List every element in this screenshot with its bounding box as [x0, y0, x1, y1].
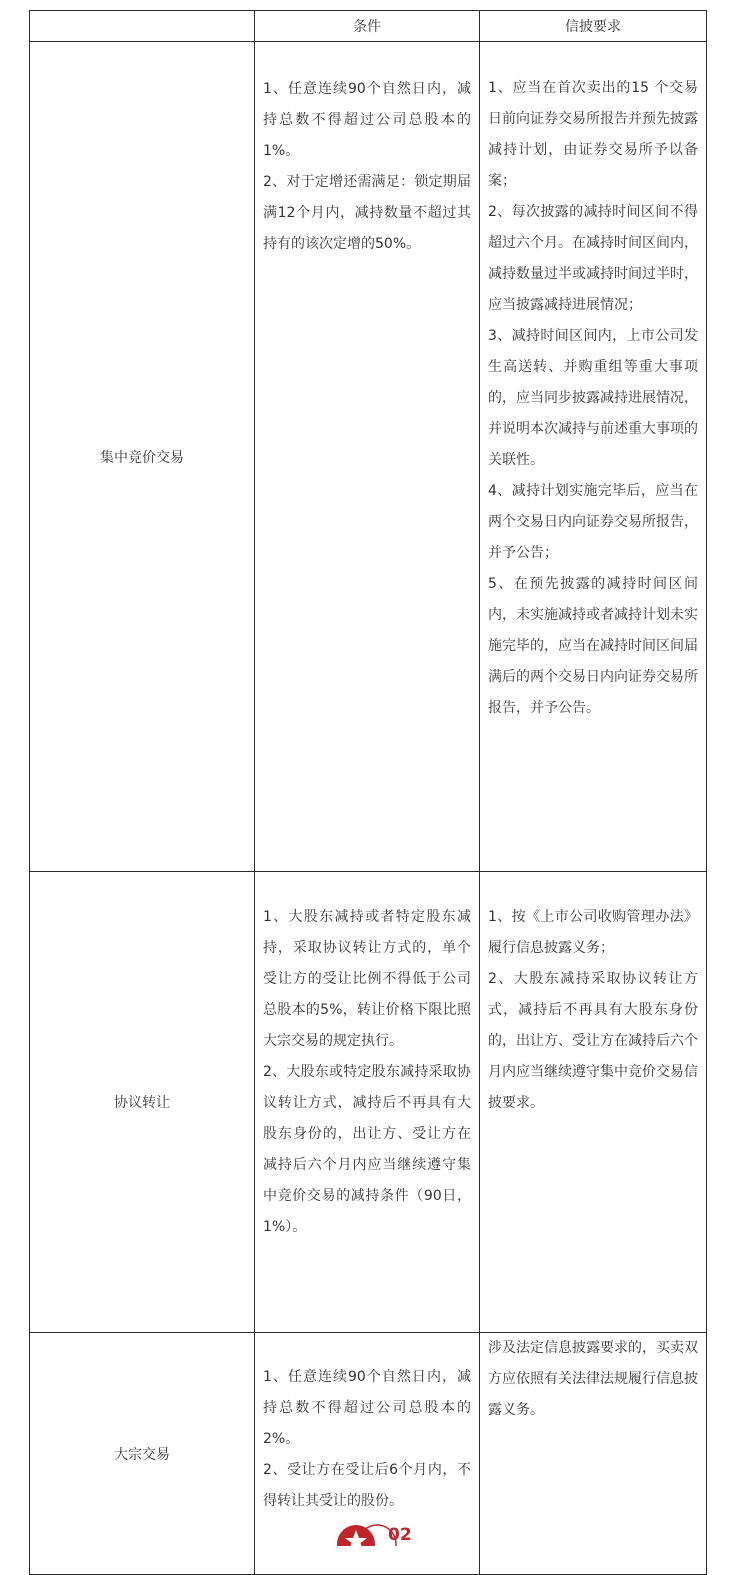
disclosure-item: 5、在预先披露的减持时间区间内，未实施减持或者减持计划未实施完毕的，应当在减持时间区间届满后的两个交易日内向证券交易所报告，并予公告。	[488, 576, 698, 716]
disclosure-item: 涉及法定信息披露要求的，买卖双方应依照有关法律法规履行信息披露义务。	[488, 1340, 698, 1418]
disclosure-item: 3、减持时间区间内，上市公司发生高送转、并购重组等重大事项的，应当同步披露减持进展情况，并说明本次减持与前述重大事项的关联性。	[488, 328, 698, 468]
section-badge	[336, 1517, 426, 1546]
disclosure-item: 2、大股东减持采取协议转让方式，减持后不再具有大股东身份的，出让方、受让方在减持后六个月内应当继续遵守集中竞价交易信披要求。	[488, 971, 698, 1111]
condition-item: 1、任意连续90个自然日内，减持总数不得超过公司总股本的1%。	[263, 81, 471, 159]
row-type-label: 大宗交易	[30, 1333, 255, 1575]
disclosure-item: 1、应当在首次卖出的15 个交易日前向证券交易所报告并预先披露减持计划，由证券交易所予以备案；	[488, 80, 698, 189]
section-number: 02	[388, 1525, 412, 1545]
disclosure-cell	[480, 872, 707, 1333]
conditions-cell	[255, 872, 480, 1333]
reduction-rules-table	[29, 10, 707, 1575]
disclosure-item: 2、每次披露的减持时间区间不得超过六个月。在减持时间区间内，减持数量过半或减持时间过半时，应当披露减持进展情况；	[488, 204, 698, 313]
header-type	[30, 11, 255, 42]
header-disclosure: 信披要求	[480, 11, 707, 42]
emblem-icon	[336, 1517, 426, 1546]
condition-item: 1、任意连续90个自然日内，减持总数不得超过公司总股本的2%。	[263, 1369, 471, 1447]
disclosure-item: 4、减持计划实施完毕后，应当在两个交易日内向证券交易所报告，并予公告；	[488, 483, 698, 561]
table-row	[30, 872, 707, 1333]
condition-item: 2、受让方在受让后6个月内，不得转让其受让的股份。	[263, 1462, 471, 1509]
header-conditions: 条件	[255, 11, 480, 42]
condition-item: 2、大股东或特定股东减持采取协议转让方式，减持后不再具有大股东身份的，出让方、受让方在减持后六个月内应当继续遵守集中竞价交易的减持条件（90日，1%）。	[263, 1064, 471, 1235]
table-header-row	[30, 11, 707, 42]
disclosure-item: 1、按《上市公司收购管理办法》履行信息披露义务；	[488, 909, 698, 956]
disclosure-cell	[480, 1333, 707, 1575]
condition-item: 1、大股东减持或者特定股东减持，采取协议转让方式的，单个受让方的受让比例不得低于公司总股本的5%，转让价格下限比照大宗交易的规定执行。	[263, 909, 471, 1049]
conditions-cell	[255, 42, 480, 872]
row-type-label: 协议转让	[30, 872, 255, 1333]
disclosure-cell	[480, 42, 707, 872]
row-type-label: 集中竞价交易	[30, 42, 255, 872]
condition-item: 2、对于定增还需满足：锁定期届满12个月内，减持数量不超过其持有的该次定增的50%。	[263, 174, 471, 252]
table-row	[30, 42, 707, 872]
